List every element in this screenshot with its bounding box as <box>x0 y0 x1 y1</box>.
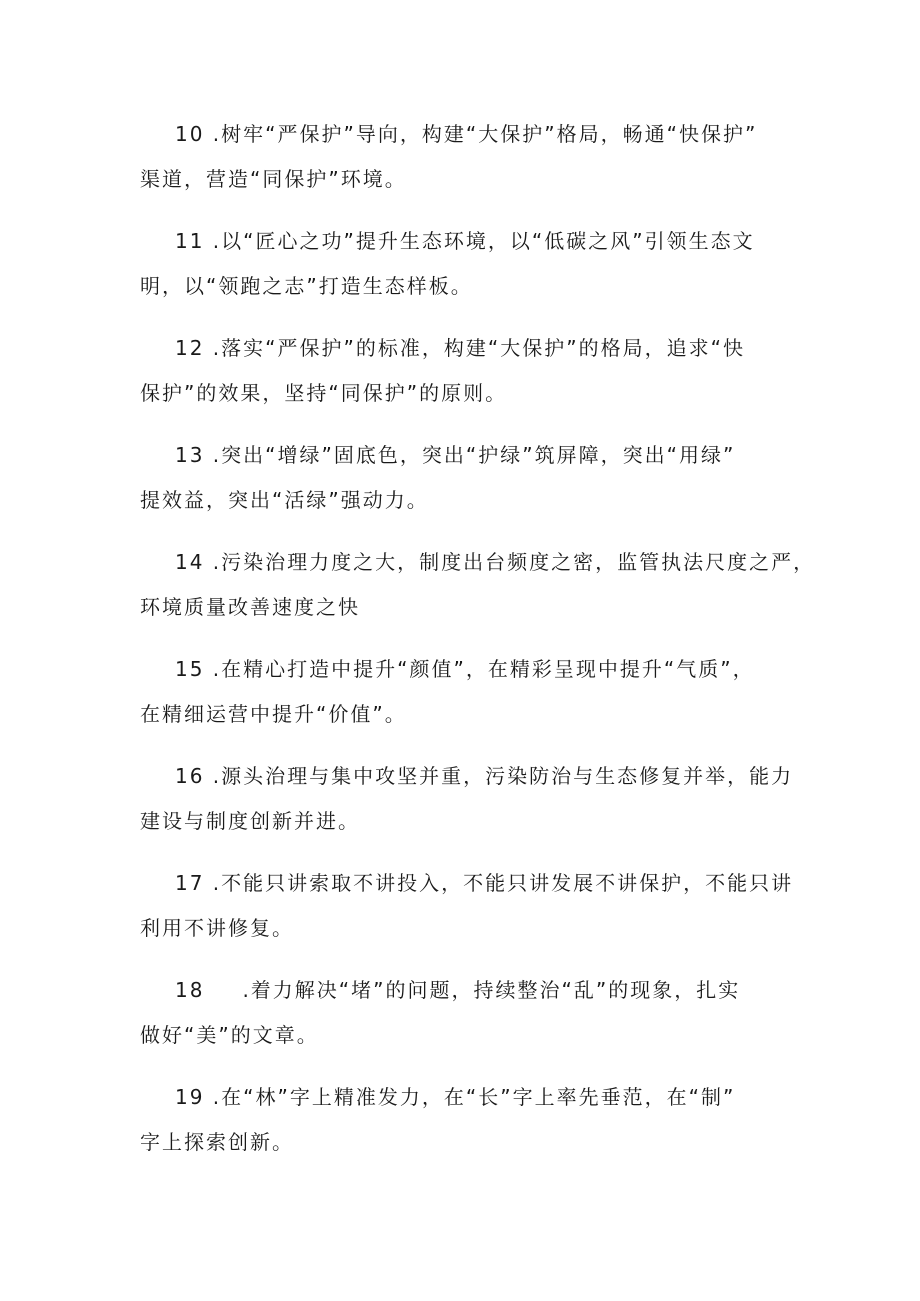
list-item <box>140 540 820 630</box>
list-item <box>140 433 820 523</box>
item-line-2: 保护”的效果，坚持“同保护”的原则。 <box>140 381 508 405</box>
list-item <box>140 1075 820 1165</box>
item-line-2: 渠道，营造“同保护”环境。 <box>140 167 407 191</box>
item-line-1 <box>140 433 820 478</box>
list-item <box>140 754 820 844</box>
list-item <box>140 647 820 737</box>
list-item <box>140 861 820 951</box>
item-line-2: 建设与制度创新并进。 <box>140 809 360 833</box>
item-line-1 <box>140 219 820 264</box>
item-line-1 <box>140 861 820 906</box>
item-number: 18 <box>175 978 205 1002</box>
item-line-1 <box>140 112 820 157</box>
item-line-2: 提效益，突出“活绿”强动力。 <box>140 488 429 512</box>
list-item <box>140 112 820 202</box>
item-line-1 <box>140 754 820 799</box>
item-text: .在“林”字上精准发力，在“长”字上率先垂范，在“制” <box>204 1085 736 1109</box>
item-text: .突出“增绿”固底色，突出“护绿”筑屏障，突出“用绿” <box>204 443 736 467</box>
item-line-2: 做好“美”的文章。 <box>140 1023 319 1047</box>
item-text: .污染治理力度之大，制度出台频度之密，监管执法尺度之严， <box>204 550 816 574</box>
item-number: 14 <box>175 550 205 574</box>
item-number: 19 <box>175 1085 205 1109</box>
item-text: .树牢“严保护”导向，构建“大保护”格局，畅通“快保护” <box>204 122 758 146</box>
item-line-2: 在精细运营中提升“价值”。 <box>140 702 407 726</box>
list-item <box>140 326 820 416</box>
item-number: 10 <box>175 122 205 146</box>
list-item <box>140 219 820 309</box>
item-line-1 <box>140 1075 820 1120</box>
item-number: 15 <box>175 657 205 681</box>
item-text: .不能只讲索取不讲投入，不能只讲发展不讲保护，不能只讲 <box>204 871 794 895</box>
item-line-2: 利用不讲修复。 <box>140 916 294 940</box>
list-item <box>140 968 820 1058</box>
item-line-1 <box>140 647 820 692</box>
item-line-2: 字上探索创新。 <box>140 1130 294 1154</box>
item-text: .以“匠心之功”提升生态环境，以“低碳之风”引领生态文 <box>204 229 755 253</box>
item-line-1 <box>140 540 820 585</box>
item-number: 16 <box>175 764 205 788</box>
item-number: 13 <box>175 443 205 467</box>
item-line-1 <box>140 326 820 371</box>
item-text: .源头治理与集中攻坚并重，污染防治与生态修复并举，能力 <box>204 764 794 788</box>
item-number: 12 <box>175 336 205 360</box>
item-line-2: 明，以“领跑之志”打造生态样板。 <box>140 274 473 298</box>
item-text: .落实“严保护”的标准，构建“大保护”的格局，追求“快 <box>204 336 745 360</box>
item-text: .着力解决“堵”的问题，持续整治“乱”的现象，扎实 <box>242 978 741 1002</box>
item-text: .在精心打造中提升“颜值”，在精彩呈现中提升“气质”， <box>204 657 755 681</box>
item-number: 17 <box>175 871 205 895</box>
item-number: 11 <box>175 229 205 253</box>
item-line-1 <box>140 968 820 1013</box>
item-line-2: 环境质量改善速度之快 <box>140 595 360 619</box>
